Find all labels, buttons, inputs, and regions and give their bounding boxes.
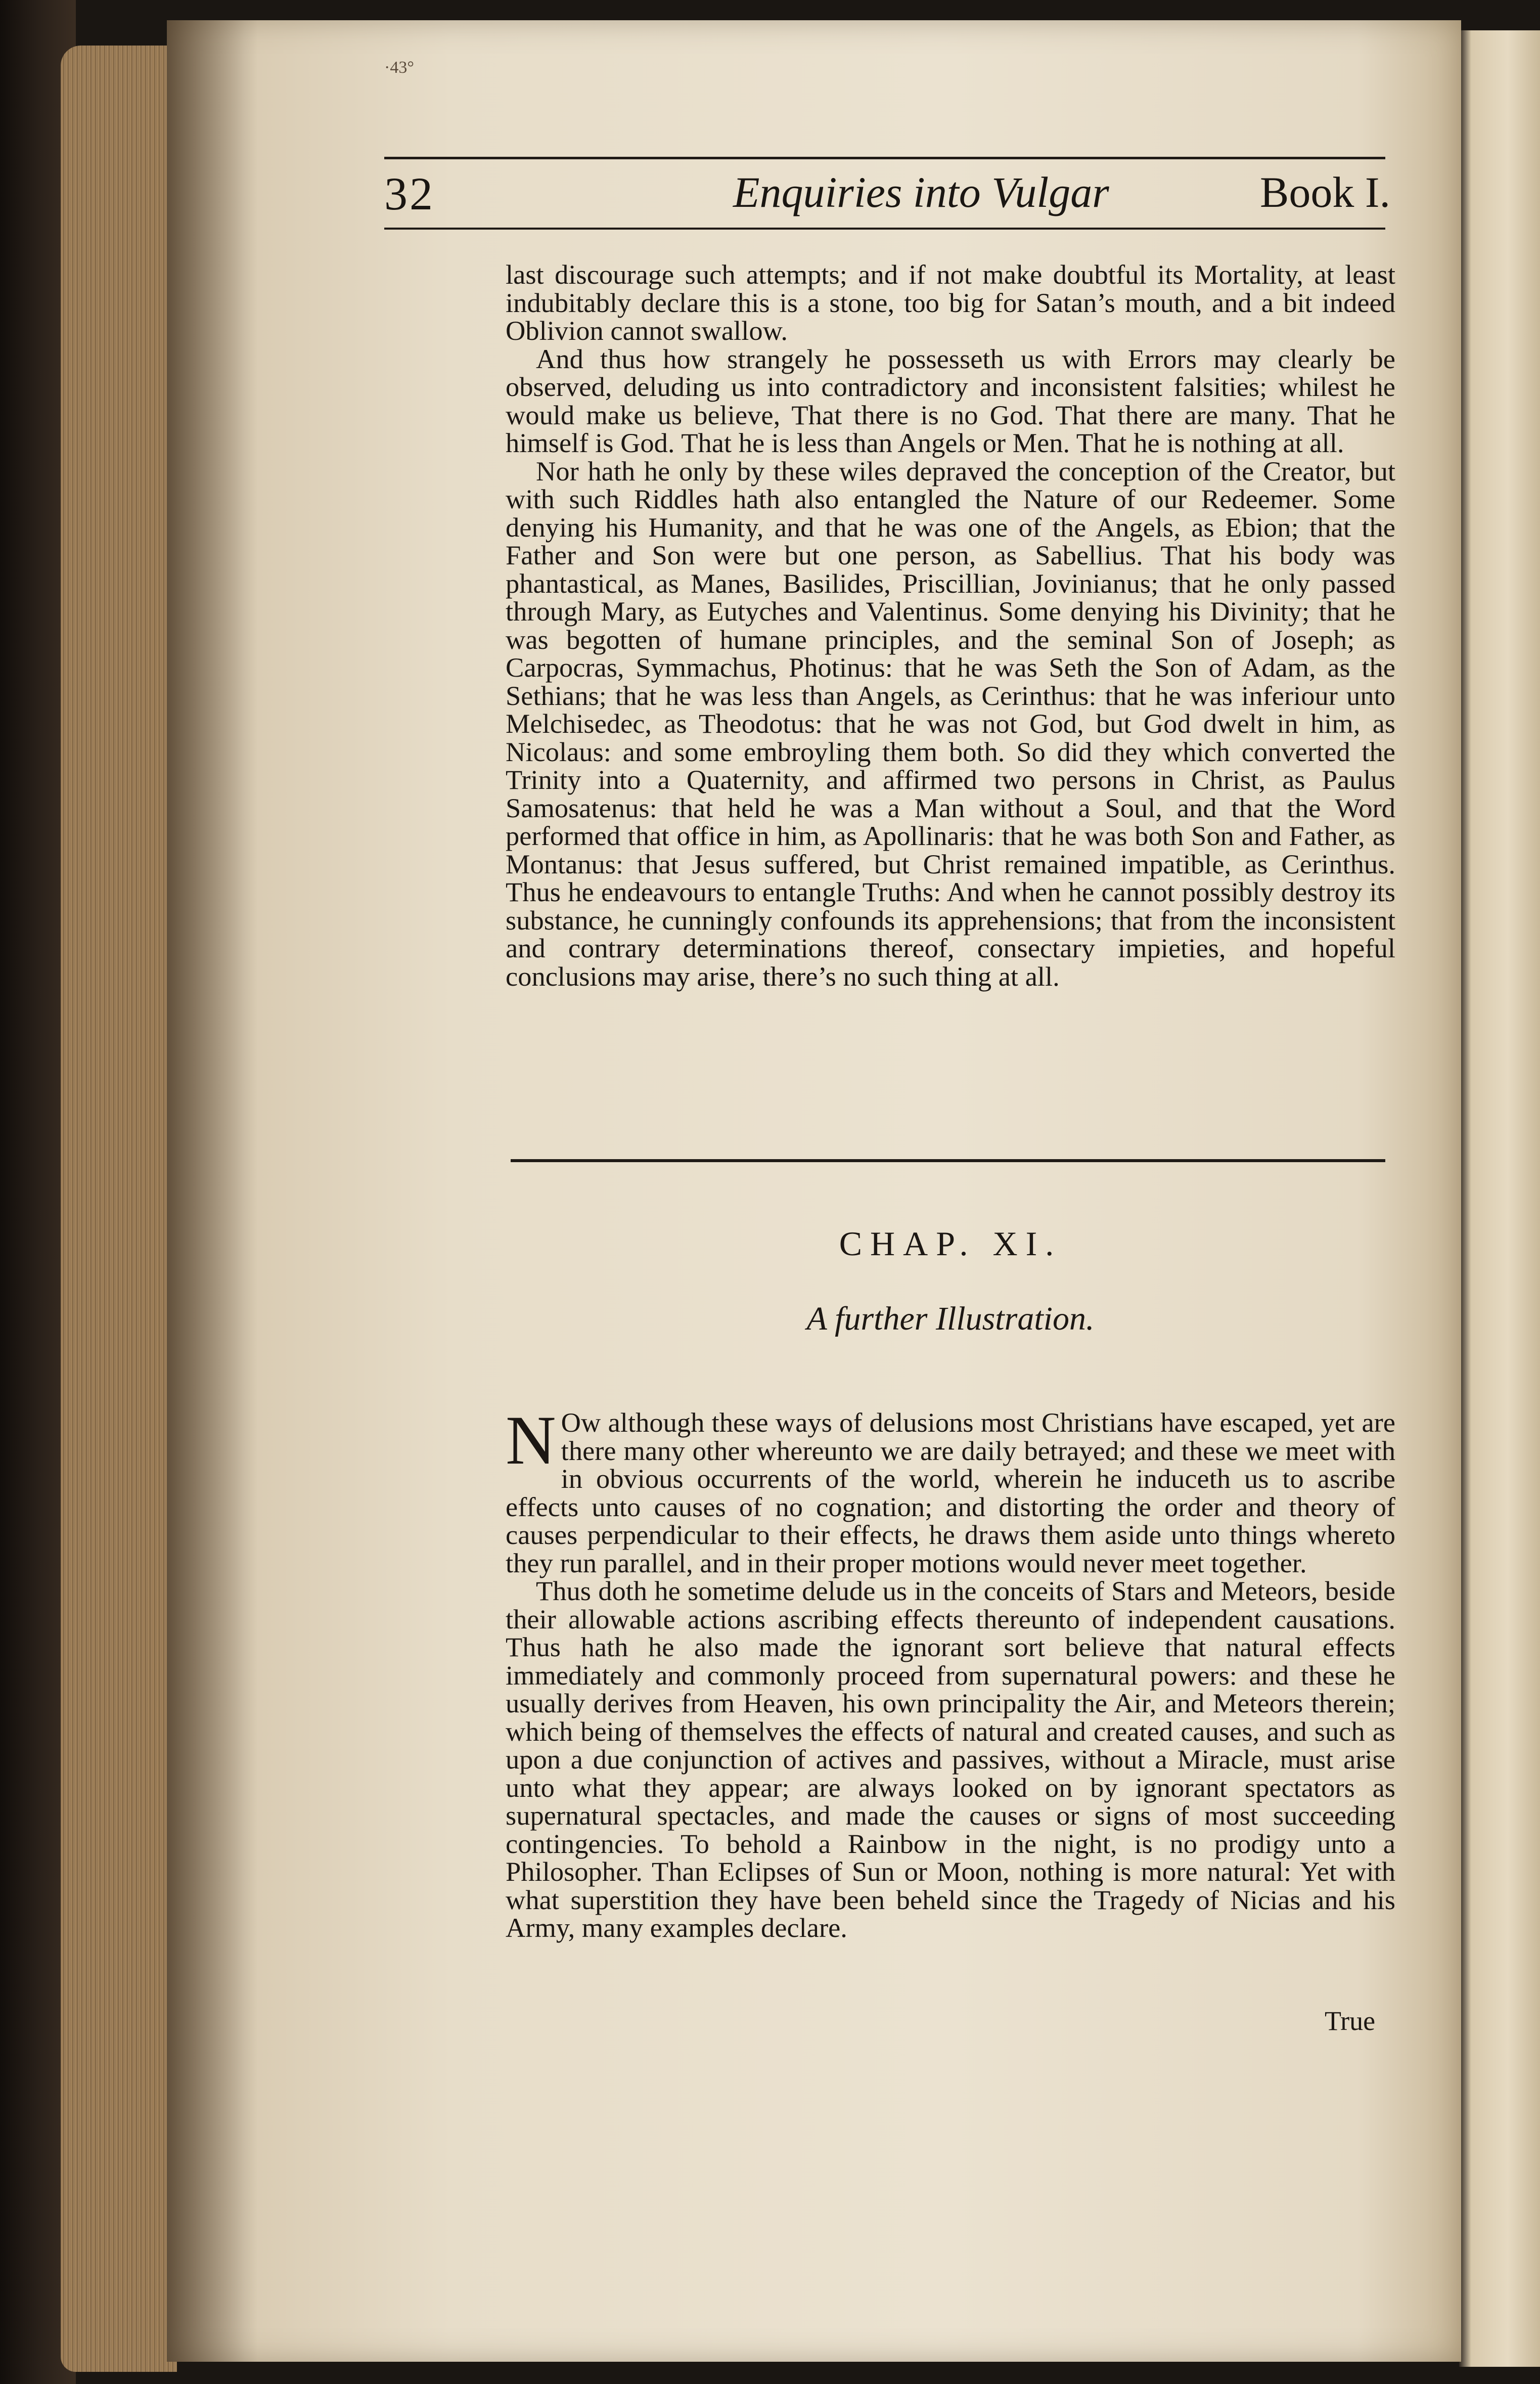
facing-page-edge xyxy=(1459,30,1540,2367)
paragraph: last discourage such attempts; and if not make doubtful its Mortality, at least indubitably declare this is a stone, too big for Satan’s mouth, and a bit indeed Oblivion cannot swallow. xyxy=(506,259,1395,346)
gutter-shadow xyxy=(167,20,258,2362)
page-header xyxy=(384,164,1390,225)
header-top-rule xyxy=(384,157,1385,159)
chapter-subtitle: A further Illustration. xyxy=(806,1300,1095,1337)
paragraph: Nor hath he only by these wiles depraved the conception of the Creator, but with such Riddles hath also entangled the Nature of our Redeemer. Some denying his Humanity, and that he was one of the Angels, as Ebion; that the Father and Son were but one person, as Sabellius. That his body was phantastical, as Manes, Basilides, Priscillian, Jovinianus; that he only passed through Mary, as Eutyches and Valentinus. Some denying his Divinity; that he was begotten of humane principles, and the seminal Son of Joseph; as Carpocras, Symmachus, Photinus: that he was Seth the Son of Adam, as the Sethians; that he was less than Angels, as Cerinthus: that he was inferiour unto Melchisedec, as Theodotus: that he was not God, but God dwelt in him, as Nicolaus: and some embroyling them both. So did they which converted the Trinity into a Quaternity, and affirmed two persons in Christ, as Paulus Samosatenus: that held he was a Man without a Soul, and that the Word performed that office in him, as Apollinaris: that he was both Son and Father, as Montanus: that Jesus suffered, but Christ remained impatible, as Cerinthus. Thus he endeavours to entangle Truths: And when he cannot possibly destroy its substance, he cunningly confounds its apprehensions; that from the inconsistent and contrary determinations thereof, consectary impieties, and hopeful conclusions may arise, there’s no such thing at all. xyxy=(506,455,1395,992)
page-number: 32 xyxy=(384,168,435,219)
running-head: Enquiries into Vulgar xyxy=(733,168,1109,216)
section-two-text xyxy=(506,1401,1395,1943)
catchword: True xyxy=(1325,2006,1376,2036)
paragraph-text: Ow although these ways of delusions most Christians have escaped, yet are there many other whereunto we are daily betrayed; and these we meet with in obvious occurrents of the world, wherein he induceth us to ascribe effects unto causes of no cognation; and distorting the order and theory of causes perpendicular to their effects, he draws them aside unto things whereto they run parallel, and in their proper motions would never meet together. xyxy=(506,1407,1395,1578)
book-label: Book I. xyxy=(1260,168,1390,216)
section-one-text xyxy=(506,260,1395,990)
page-edges xyxy=(61,46,177,2372)
paragraph: And thus how strangely he possesseth us with Errors may clearly be observed, deluding us into contradictory and inconsistent falsities; whilest he would make us believe, That there is no God. That there are many. That he himself is God. That he is less than Angels or Men. That he is nothing at all. xyxy=(506,343,1395,458)
drop-cap: N xyxy=(506,1401,556,1479)
paragraph xyxy=(506,1401,1395,1578)
header-bottom-rule xyxy=(384,228,1385,230)
folio-mark: ·43° xyxy=(384,58,414,77)
paragraph: Thus doth he sometime delude us in the conceits of Stars and Meteors, beside their allowable actions ascribing effects thereunto of independent causations. Thus hath he also made the ignorant sort believe that natural effects immediately and commonly proceed from supernatural powers: and these he usually derives from Heaven, his own principality the Air, and Meteors therein; which being of themselves the effects of natural and created causes, and such as upon a due conjunction of actives and passives, without a Miracle, must arise unto what they appear; are always looked on by ignorant spectators as supernatural spectacles, and made the causes or signs of most succeeding contingencies. To behold a Rainbow in the night, is no prodigy unto a Philosopher. Than Eclipses of Sun or Moon, nothing is more natural: Yet with what superstition they have been beheld since the Tragedy of Nicias and his Army, many examples declare. xyxy=(506,1575,1395,1943)
chapter-title: CHAP. XI. xyxy=(839,1224,1062,1263)
chapter-divider-rule xyxy=(511,1159,1385,1162)
